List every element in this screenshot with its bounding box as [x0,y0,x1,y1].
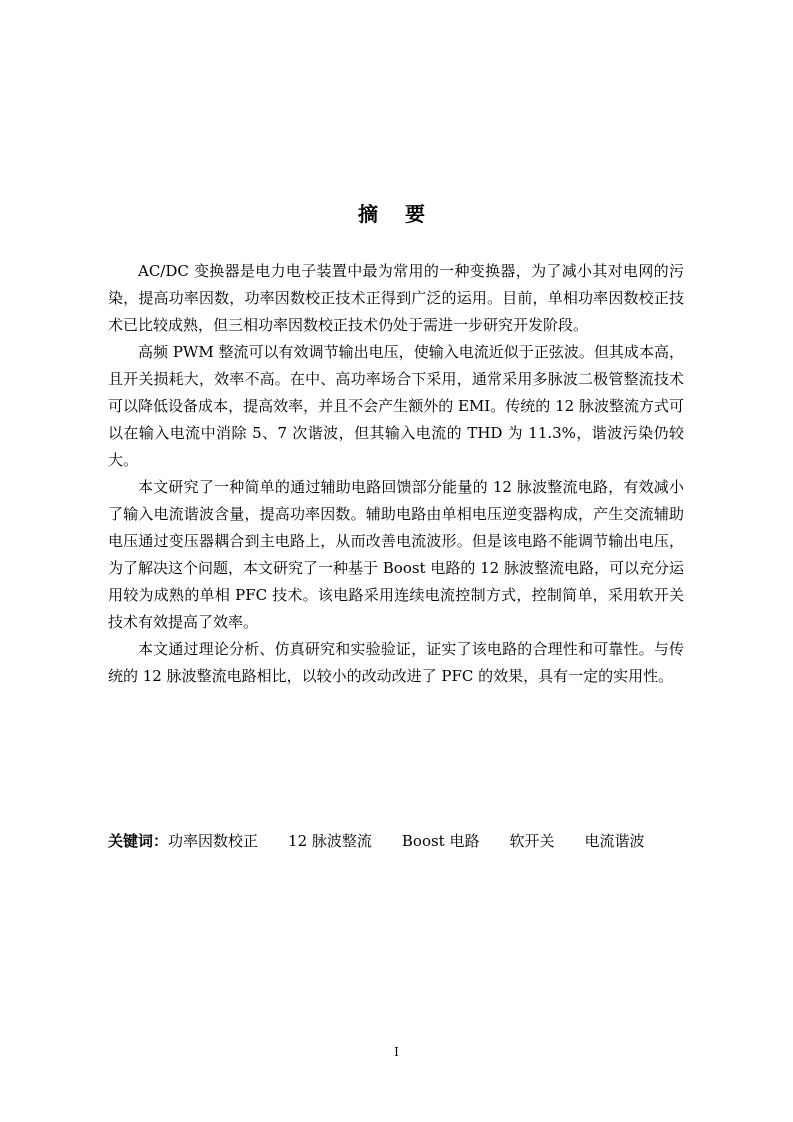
keywords-line [108,829,708,853]
keyword-current-harmonics: 电流谐波 [584,832,645,850]
keyword-12-pulse-rectification: 12 脉波整流 [288,832,372,850]
abstract-paragraph-2: 高频 PWM 整流可以有效调节输出电压，使输入电流近似于正弦波。但其成本高，且开关损耗大，效率不高。在中、高功率场合下采用，通常采用多脉波二极管整流技术可以降低设备成本，提高效率，并且不会产生额外的 EMI。传统的 12 脉波整流方式可以在输入电流中消除 5、7 次谐波，但其输入电流的 THD 为 11.3%，谐波污染仍较大。 [108,343,684,469]
abstract-paragraph-3: 本文研究了一种简单的通过辅助电路回馈部分能量的 12 脉波整流电路，有效减小了输入电流谐波含量，提高功率因数。辅助电路由单相电压逆变器构成，产生交流辅助电压通过变压器耦合到主电路上，从而改善电流波形。但是该电路不能调节输出电压，为了解决这个问题，本文研究了一种基于 Boost 电路的 12 脉波整流电路，可以充分运用较为成熟的单相 PFC 技术。该电路采用连续电流控制方式，控制简单，采用软开关技术有效提高了效率。 [108,478,684,631]
keyword-power-factor-correction: 功率因数校正 [168,832,259,850]
abstract-body [108,258,684,690]
abstract-paragraph-1: AC/DC 变换器是电力电子装置中最为常用的一种变换器，为了减小其对电网的污染，提高功率因数，功率因数校正技术正得到广泛的运用。目前，单相功率因数校正技术已比较成熟，但三相功率因数校正技术仍处于需进一步研究开发阶段。 [108,262,684,334]
page-title: 摘 要 [358,202,435,226]
page-number: I [394,1045,399,1059]
abstract-paragraph-4: 本文通过理论分析、仿真研究和实验验证，证实了该电路的合理性和可靠性。与传统的 12 脉波整流电路相比，以较小的改动改进了 PFC 的效果，具有一定的实用性。 [108,640,684,685]
keyword-boost-circuit: Boost 电路 [401,832,480,850]
keyword-soft-switching: 软开关 [509,832,555,850]
keywords-label: 关键词： [108,832,169,850]
